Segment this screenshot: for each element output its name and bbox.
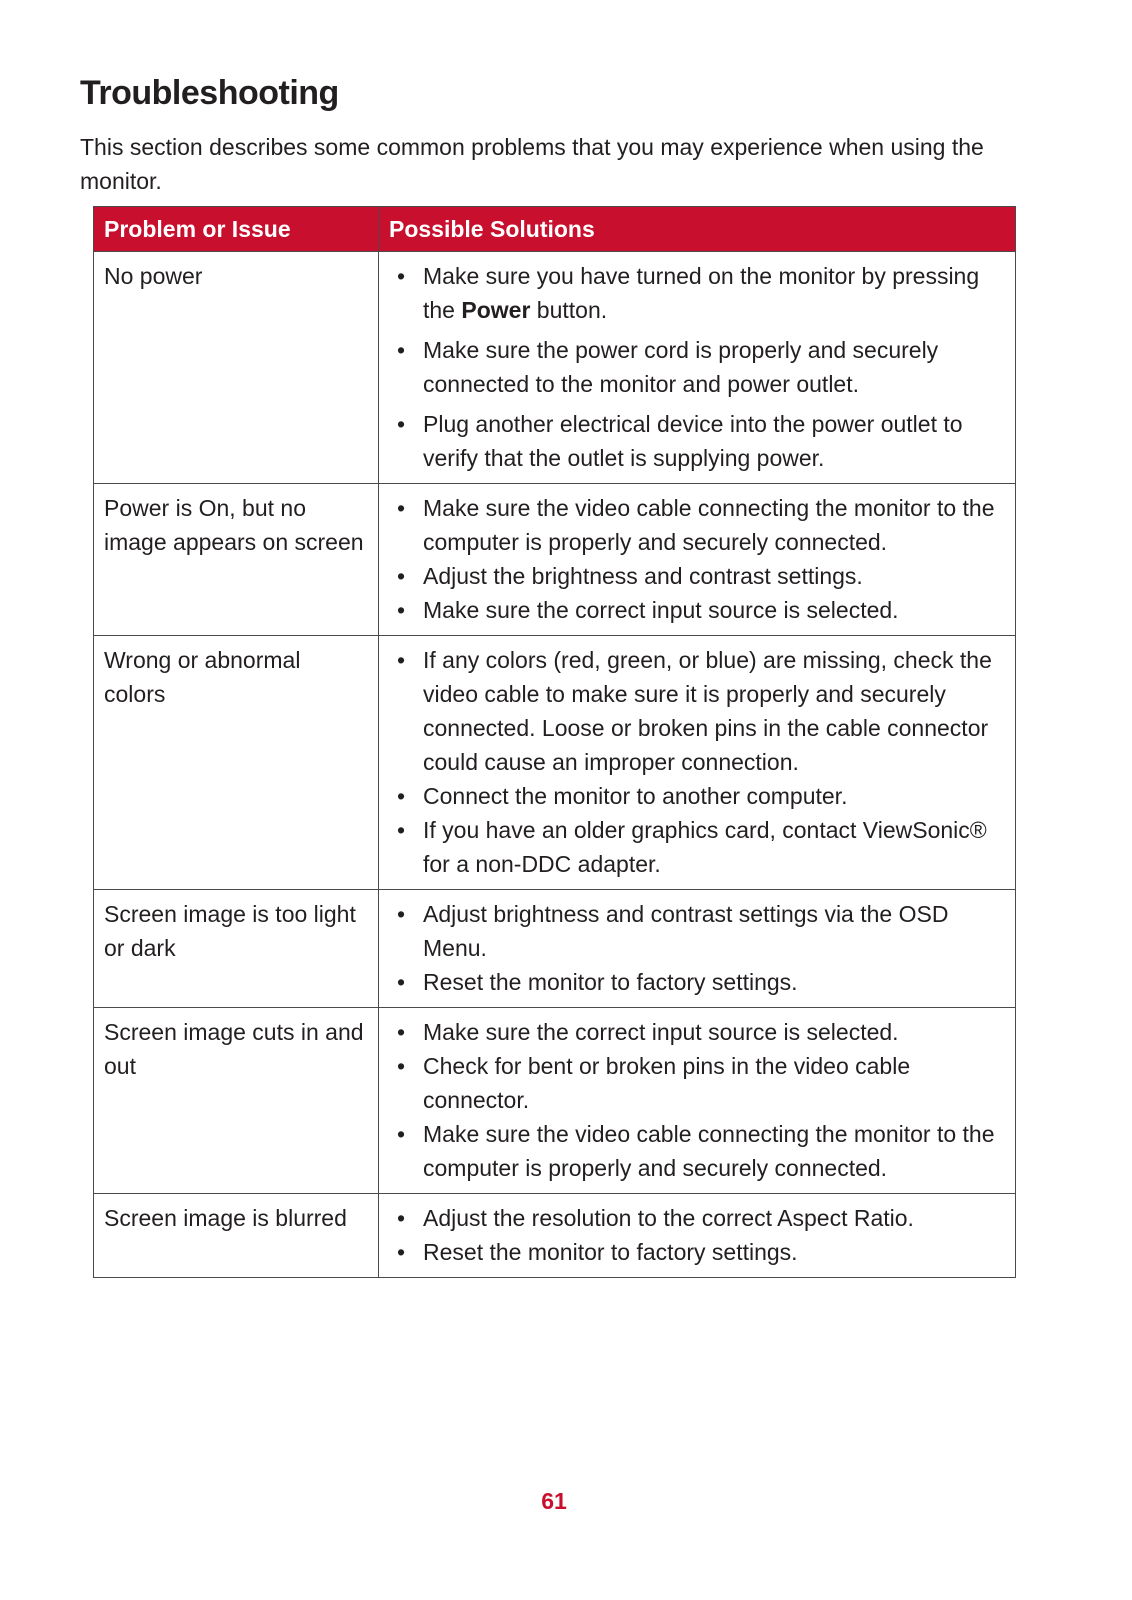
solutions-list	[389, 897, 1005, 999]
solution-item	[389, 1117, 1005, 1185]
bullet-icon: •	[397, 411, 406, 437]
solution-item	[389, 559, 1005, 593]
solution-text: Make sure the correct input source is selected.	[423, 1019, 899, 1045]
table-header-row	[94, 207, 1016, 252]
solutions-list	[389, 643, 1005, 881]
solution-text: Make sure the video cable connecting the monitor to the computer is properly and securely connected.	[423, 1121, 995, 1181]
bullet-icon: •	[397, 337, 406, 363]
bullet-icon: •	[397, 817, 406, 843]
solution-item	[389, 491, 1005, 559]
solutions-list	[389, 1015, 1005, 1185]
solution-text: Plug another electrical device into the power outlet to verify that the outlet is supplying power.	[423, 411, 963, 471]
intro-paragraph: This section describes some common problems that you may experience when using the monitor.	[80, 134, 984, 194]
solutions-list	[389, 259, 1005, 475]
solution-item	[389, 1015, 1005, 1049]
solutions-cell	[379, 484, 1016, 636]
problem-cell: Screen image is too light or dark	[94, 890, 379, 1008]
table-row	[94, 1194, 1016, 1278]
solution-text: Adjust the brightness and contrast settings.	[423, 563, 863, 589]
solution-item	[389, 643, 1005, 779]
problem-cell: Wrong or abnormal colors	[94, 636, 379, 890]
solution-text: button.	[530, 297, 608, 323]
table-row	[94, 1008, 1016, 1194]
header-solutions: Possible Solutions	[379, 207, 1016, 252]
solution-text: Make sure the correct input source is selected.	[423, 597, 899, 623]
solution-item	[389, 1049, 1005, 1117]
bullet-icon: •	[397, 1239, 406, 1265]
solution-text: If you have an older graphics card, contact ViewSonic® for a non-DDC adapter.	[423, 817, 987, 877]
solutions-cell	[379, 252, 1016, 484]
table-body	[94, 252, 1016, 1278]
solution-text: Check for bent or broken pins in the video cable connector.	[423, 1053, 911, 1113]
solution-text: Make sure the power cord is properly and securely connected to the monitor and power outlet.	[423, 337, 939, 397]
bullet-icon: •	[397, 783, 406, 809]
bullet-icon: •	[397, 1205, 406, 1231]
problem-cell: Screen image cuts in and out	[94, 1008, 379, 1194]
troubleshooting-table	[93, 206, 1016, 1278]
bullet-icon: •	[397, 597, 406, 623]
solution-item	[389, 259, 1005, 327]
bullet-icon: •	[397, 647, 406, 673]
table-row	[94, 252, 1016, 484]
solution-item	[389, 965, 1005, 999]
solutions-list	[389, 1201, 1005, 1269]
table-row	[94, 890, 1016, 1008]
solution-item	[389, 333, 1005, 401]
solution-text: Make sure the video cable connecting the monitor to the computer is properly and securely connected.	[423, 495, 995, 555]
solution-item	[389, 813, 1005, 881]
solution-text: Adjust the resolution to the correct Aspect Ratio.	[423, 1205, 914, 1231]
solution-text: Adjust brightness and contrast settings via the OSD Menu.	[423, 901, 949, 961]
table-row	[94, 636, 1016, 890]
solution-text: If any colors (red, green, or blue) are missing, check the video cable to make sure it is properly and securely connected. Loose or broken pins in the cable connector could cause an improper connection.	[423, 647, 992, 775]
solution-item	[389, 897, 1005, 965]
problem-cell: No power	[94, 252, 379, 484]
solutions-list	[389, 491, 1005, 627]
solution-text: Reset the monitor to factory settings.	[423, 1239, 798, 1265]
bullet-icon: •	[397, 563, 406, 589]
bullet-icon: •	[397, 1019, 406, 1045]
solution-text: Reset the monitor to factory settings.	[423, 969, 798, 995]
solution-text: Make sure you have turned on the monitor by pressing the	[423, 263, 980, 323]
problem-cell: Power is On, but no image appears on screen	[94, 484, 379, 636]
problem-cell: Screen image is blurred	[94, 1194, 379, 1278]
bullet-icon: •	[397, 263, 406, 289]
solution-item	[389, 1235, 1005, 1269]
bullet-icon: •	[397, 1121, 406, 1147]
solutions-cell	[379, 890, 1016, 1008]
solutions-cell	[379, 1194, 1016, 1278]
solution-item	[389, 779, 1005, 813]
solution-item	[389, 1201, 1005, 1235]
bullet-icon: •	[397, 1053, 406, 1079]
solution-item	[389, 407, 1005, 475]
solutions-cell	[379, 1008, 1016, 1194]
solution-text: Connect the monitor to another computer.	[423, 783, 848, 809]
header-problem: Problem or Issue	[94, 207, 379, 252]
solution-item	[389, 593, 1005, 627]
page-number: 61	[541, 1488, 567, 1514]
solutions-cell	[379, 636, 1016, 890]
bullet-icon: •	[397, 901, 406, 927]
solution-text-bold: Power	[461, 297, 531, 323]
bullet-icon: •	[397, 969, 406, 995]
bullet-icon: •	[397, 495, 406, 521]
table-row	[94, 484, 1016, 636]
page-title: Troubleshooting	[80, 74, 339, 112]
